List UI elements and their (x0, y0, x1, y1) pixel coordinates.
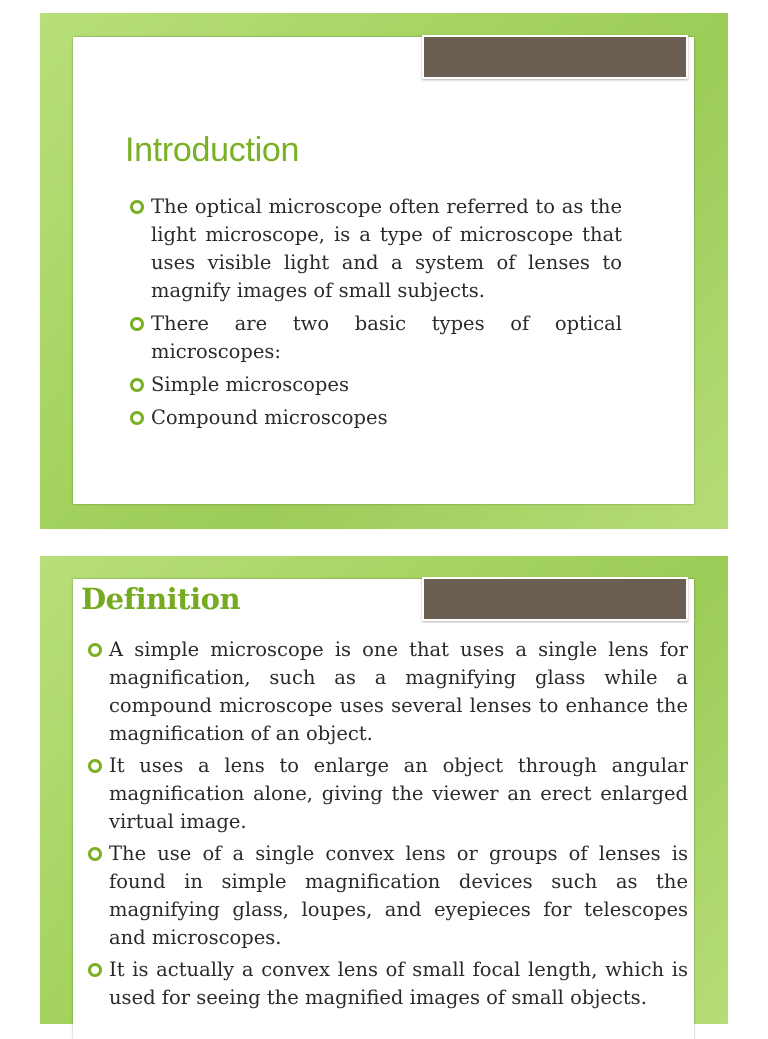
list-item (130, 193, 622, 305)
ring-bullet-icon (130, 378, 144, 392)
list-item (130, 371, 622, 399)
slide-definition (40, 556, 728, 1024)
slide-title: Introduction (125, 131, 300, 169)
bullet-text: The use of a single convex lens or groups of lenses is found in simple magnification devices such as the magnifying glass, loupes, and eyepieces for telescopes and microscopes. (109, 842, 688, 949)
ring-bullet-icon (88, 759, 102, 773)
ring-bullet-icon (130, 317, 144, 331)
list-item (88, 840, 688, 952)
bullet-text: It is actually a convex lens of small focal length, which is used for seeing the magnified images of small objects. (109, 958, 688, 1009)
ring-bullet-icon (88, 963, 102, 977)
list-item (88, 752, 688, 836)
header-tab (422, 35, 688, 79)
slide-introduction (40, 13, 728, 529)
ring-bullet-icon (130, 200, 144, 214)
bullet-list (88, 636, 688, 1016)
header-tab (422, 577, 688, 621)
bullet-text: Compound microscopes (151, 406, 388, 429)
ring-bullet-icon (88, 643, 102, 657)
list-item (88, 636, 688, 748)
bullet-text: It uses a lens to enlarge an object through angular magnification alone, giving the viewer an erect enlarged virtual image. (109, 754, 688, 833)
bullet-text: A simple microscope is one that uses a single lens for magnification, such as a magnifying glass while a compound microscope uses several lenses to enhance the magnification of an object. (109, 638, 688, 745)
ring-bullet-icon (88, 847, 102, 861)
list-item (130, 404, 622, 432)
list-item (130, 310, 622, 366)
bullet-list (130, 193, 622, 437)
slide-title: Definition (81, 582, 241, 616)
list-item (88, 956, 688, 1012)
bullet-text: There are two basic types of optical microscopes: (151, 312, 622, 363)
ring-bullet-icon (130, 411, 144, 425)
bullet-text: Simple microscopes (151, 373, 349, 396)
bullet-text: The optical microscope often referred to as the light microscope, is a type of microscope that uses visible light and a system of lenses to magnify images of small subjects. (151, 195, 622, 302)
